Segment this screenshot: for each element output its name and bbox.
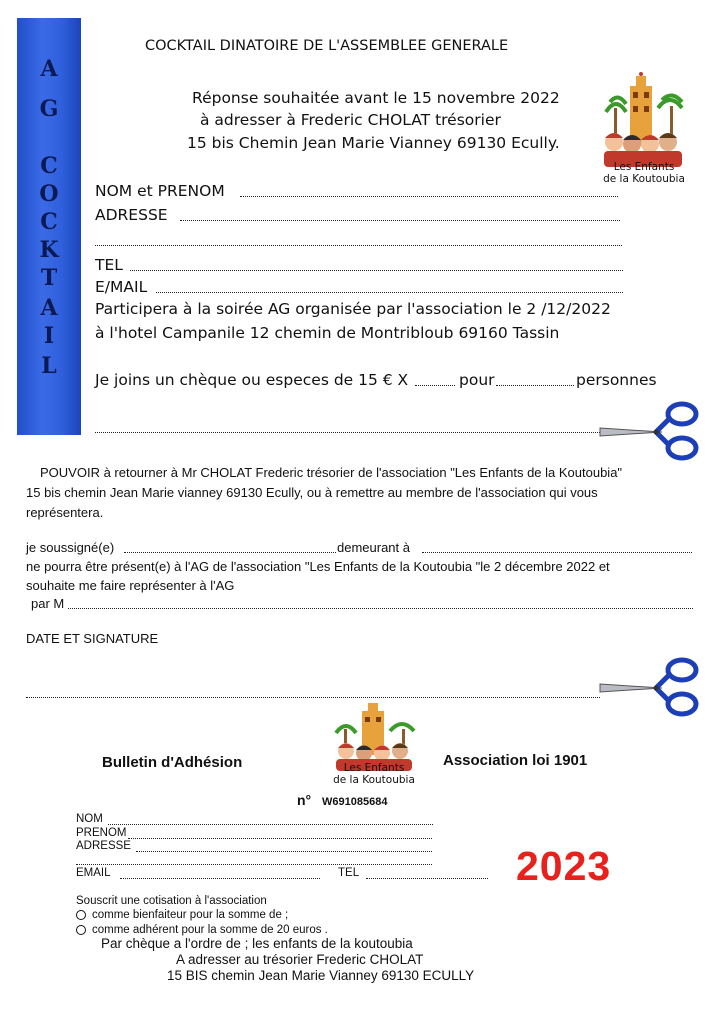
participation-line2: à l'hotel Campanile 12 chemin de Montribloub 69160 Tassin bbox=[95, 324, 560, 342]
pouvoir-line3: représentera. bbox=[26, 505, 104, 520]
koutoubia-logo bbox=[326, 703, 422, 787]
scissors-icon bbox=[596, 400, 700, 462]
radio-bienfaiteur[interactable] bbox=[76, 910, 86, 920]
cheque-pour-label: pour bbox=[459, 371, 495, 389]
logo-text-line1: Les Enfants bbox=[613, 161, 675, 173]
prenom-field[interactable] bbox=[128, 838, 432, 839]
banner-letter: L bbox=[41, 353, 57, 379]
email-label: E/MAIL bbox=[95, 278, 148, 296]
header-recipient: à adresser à Frederic CHOLAT trésorier bbox=[200, 111, 501, 129]
koutoubia-illustration-icon bbox=[600, 72, 688, 172]
tresorier-text: A adresser au trésorier Frederic CHOLAT bbox=[176, 952, 424, 967]
pouvoir-line1: POUVOIR à retourner à Mr CHOLAT Frederic trésorier de l'association "Les Enfants de la Koutoubia" bbox=[40, 465, 623, 480]
cut-line bbox=[26, 697, 600, 698]
page-title: COCKTAIL DINATOIRE DE L'ASSEMBLEE GENERALE bbox=[145, 38, 509, 54]
radio-adherent[interactable] bbox=[76, 925, 86, 935]
tel-field[interactable] bbox=[366, 878, 488, 879]
cut-line bbox=[95, 432, 600, 433]
logo-text-line1: Les Enfants bbox=[343, 762, 405, 774]
tel-field[interactable] bbox=[130, 270, 623, 271]
tel-label: TEL bbox=[95, 256, 123, 274]
banner-letter: K bbox=[39, 237, 59, 263]
scissors-icon bbox=[596, 656, 700, 718]
banner-letter: A bbox=[40, 56, 58, 82]
tresorier-address: 15 BIS chemin Jean Marie Vianney 69130 ECULLY bbox=[167, 968, 475, 983]
adresse-field-line2[interactable] bbox=[95, 245, 622, 246]
banner-letter: I bbox=[43, 323, 55, 349]
option-bienfaiteur-label: comme bienfaiteur pour la somme de ; bbox=[92, 909, 289, 921]
adresse-field-line2[interactable] bbox=[76, 864, 432, 865]
numero-label: n° bbox=[297, 792, 312, 808]
adresse-field[interactable] bbox=[136, 851, 432, 852]
pouvoir-presence-line: ne pourra être présent(e) à l'AG de l'association "Les Enfants de la Koutoubia "le 2 décembre 2022 et bbox=[26, 559, 610, 574]
participation-line1: Participera à la soirée AG organisée par l'association le 2 /12/2022 bbox=[95, 300, 611, 318]
banner-letter: O bbox=[39, 181, 59, 207]
nom-prenom-label: NOM et PRENOM bbox=[95, 182, 225, 200]
banner-letter: C bbox=[40, 209, 58, 235]
email-field[interactable] bbox=[120, 878, 320, 879]
par-m-label: par M bbox=[31, 596, 65, 611]
banner-letter: C bbox=[40, 153, 58, 179]
koutoubia-logo bbox=[600, 72, 688, 190]
option-adherent-label: comme adhérent pour la somme de 20 euros . bbox=[92, 924, 328, 936]
soussigne-label: je soussigné(e) bbox=[26, 540, 115, 555]
adresse-label: ADRESSE bbox=[95, 206, 168, 224]
header-deadline: Réponse souhaitée avant le 15 novembre 2022 bbox=[192, 89, 560, 107]
logo-text-line2: de la Koutoubia bbox=[333, 774, 415, 786]
cheque-amount-field[interactable] bbox=[415, 385, 455, 386]
ag-cocktail-banner bbox=[17, 18, 81, 435]
membership-year: 2023 bbox=[516, 843, 612, 889]
option-bienfaiteur[interactable] bbox=[76, 909, 288, 921]
adresse-field[interactable] bbox=[180, 220, 620, 221]
banner-letter: A bbox=[40, 295, 58, 321]
prenom-label: PRENOM bbox=[76, 827, 127, 839]
nom-prenom-field[interactable] bbox=[240, 196, 618, 197]
association-type: Association loi 1901 bbox=[443, 752, 588, 769]
cheque-personnes-label: personnes bbox=[576, 371, 657, 389]
demeurant-field[interactable] bbox=[422, 552, 692, 553]
banner-letter: T bbox=[40, 265, 58, 291]
logo-text-line2: de la Koutoubia bbox=[603, 173, 685, 185]
numero-value: W691085684 bbox=[322, 796, 388, 808]
email-field[interactable] bbox=[156, 292, 623, 293]
pouvoir-representation-line: souhaite me faire représenter à l'AG bbox=[26, 578, 235, 593]
souscrit-text: Souscrit une cotisation à l'association bbox=[76, 895, 267, 907]
bulletin-title: Bulletin d'Adhésion bbox=[102, 754, 243, 771]
header-address: 15 bis Chemin Jean Marie Vianney 69130 Ecully. bbox=[187, 134, 560, 152]
tel-label: TEL bbox=[338, 867, 360, 879]
soussigne-field[interactable] bbox=[124, 552, 336, 553]
cheque-order-text: Par chèque a l'ordre de ; les enfants de la koutoubia bbox=[101, 936, 413, 951]
option-adherent[interactable] bbox=[76, 924, 328, 936]
representant-field[interactable] bbox=[68, 608, 693, 609]
demeurant-label: demeurant à bbox=[337, 540, 410, 555]
persons-count-field[interactable] bbox=[496, 385, 574, 386]
banner-letter: G bbox=[39, 96, 59, 122]
adresse-label: ADRESSE bbox=[76, 840, 131, 852]
pouvoir-line2: 15 bis chemin Jean Marie vianney 69130 Ecully, ou à remettre au membre de l'association qui vous bbox=[26, 485, 598, 500]
cheque-text: Je joins un chèque ou especes de 15 € X bbox=[95, 371, 409, 389]
email-label: EMAIL bbox=[76, 867, 111, 879]
date-signature-label: DATE ET SIGNATURE bbox=[26, 631, 159, 646]
nom-field[interactable] bbox=[108, 824, 433, 825]
nom-label: NOM bbox=[76, 813, 103, 825]
